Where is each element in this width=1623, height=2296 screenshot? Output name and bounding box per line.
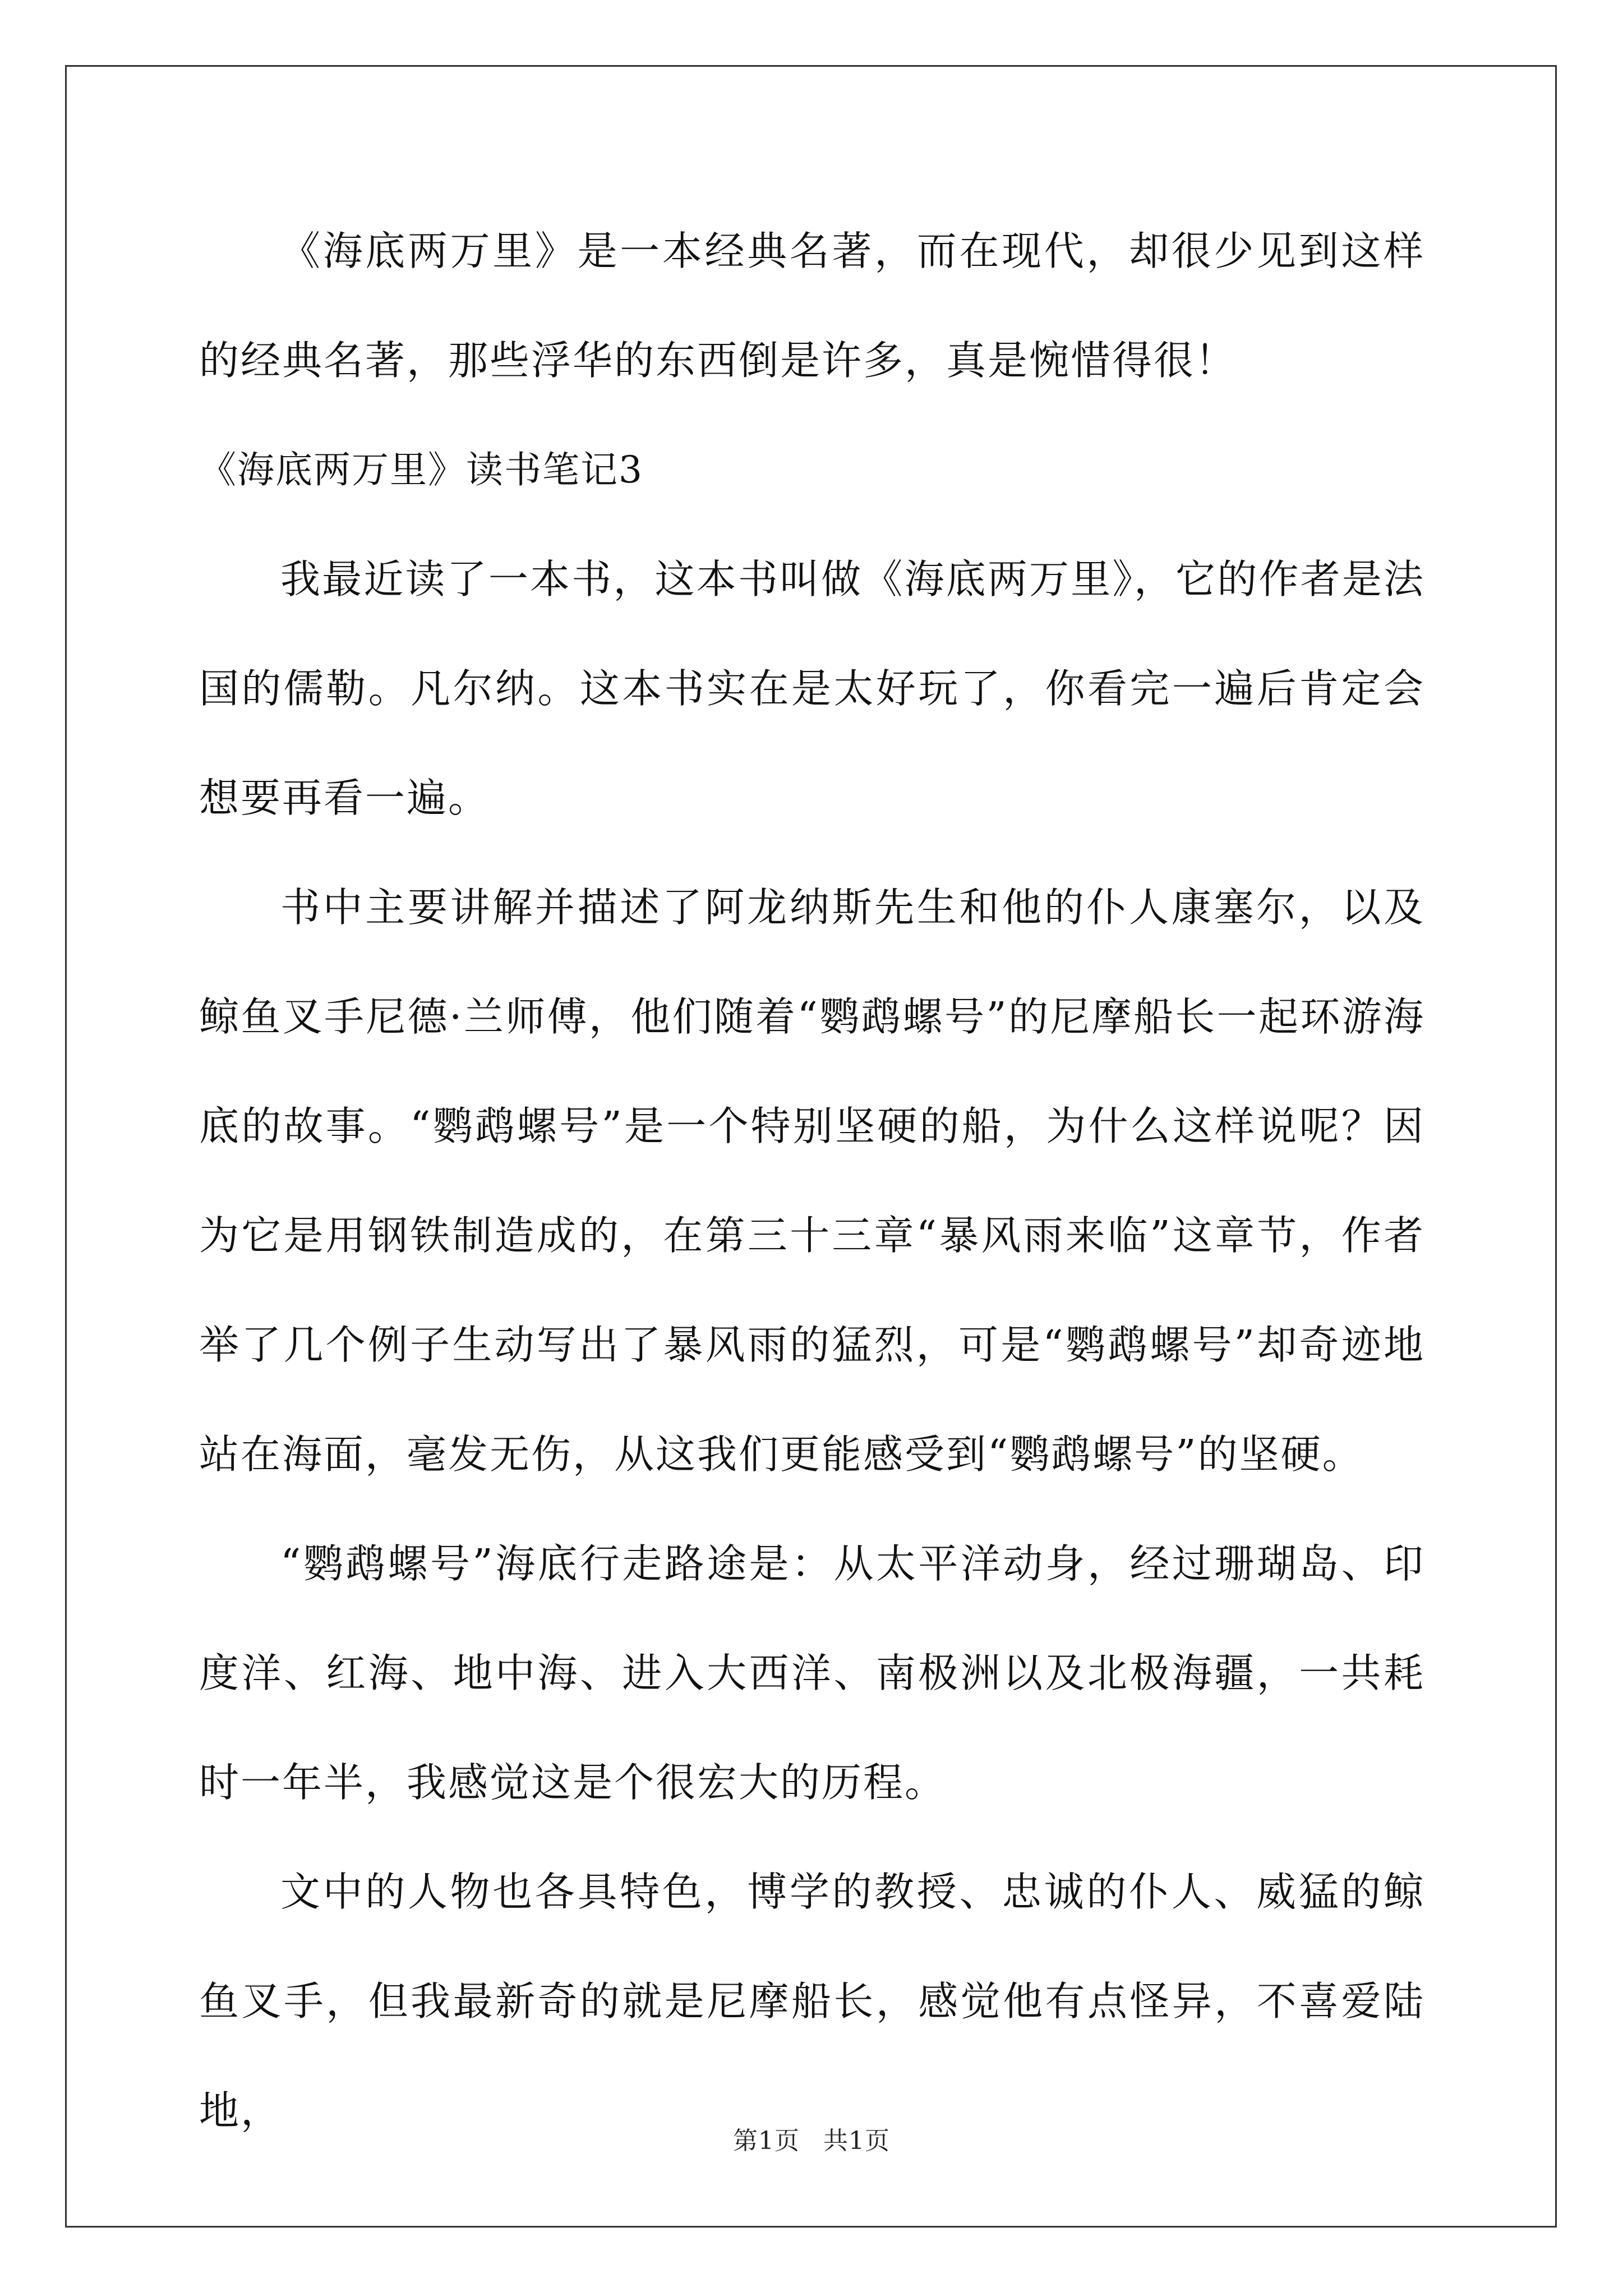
paragraph-story-summary: 书中主要讲解并描述了阿龙纳斯先生和他的仆人康塞尔，以及鲸鱼叉手尼德·兰师傅，他们随着“鹦鹉螺号”的尼摩船长一起环游海底的故事。“鹦鹉螺号”是一个特别坚硬的船，为什么这样说呢？因为它是用钢铁制造成的，在第三十三章“暴风雨来临”这章节，作者举了几个例子生动写出了暴风雨的猛烈，可是“鹦鹉螺号”却奇迹地站在海面，毫发无伤，从这我们更能感受到“鹦鹉螺号”的坚硬。 [199,884,1425,1478]
document-body [199,196,1425,2165]
section-heading: 《海底两万里》读书笔记3 [199,448,643,491]
paragraph-voyage-route: “鹦鹉螺号”海底行走路途是：从太平洋动身，经过珊瑚岛、印度洋、红海、地中海、进入大西洋、南极洲以及北极海疆，一共耗时一年半，我感觉这是个很宏大的历程。 [199,1540,1425,1806]
page-footer [0,2120,1623,2156]
page-total: 共1页 [823,2127,890,2155]
paragraph-characters: 文中的人物也各具特色，博学的教授、忠诚的仆人、威猛的鲸鱼叉手，但我最新奇的就是尼摩船长，感觉他有点怪异，不喜爱陆地， [199,1869,1425,2134]
page-number: 第1页 [733,2127,800,2155]
paragraph-book-intro: 我最近读了一本书，这本书叫做《海底两万里》，它的作者是法国的儒勒。凡尔纳。这本书实在是太好玩了，你看完一遍后肯定会想要再看一遍。 [199,556,1425,821]
paragraph-intro: 《海底两万里》是一本经典名著，而在现代，却很少见到这样的经典名著，那些浮华的东西倒是许多，真是惋惜得很！ [199,228,1425,384]
